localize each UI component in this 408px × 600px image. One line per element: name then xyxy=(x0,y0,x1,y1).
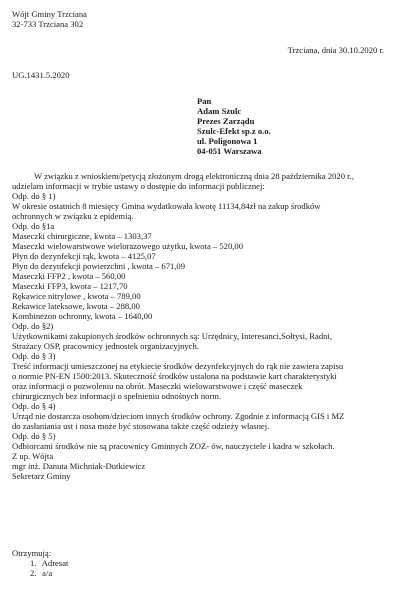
recipient-city: 04-051 Warszawa xyxy=(197,146,262,156)
distribution-items xyxy=(12,558,68,578)
body-line: udzielam informacji w trybie ustawy o dostępie do informacji publicznej: xyxy=(12,181,265,191)
body-line: Odp. do §2) xyxy=(12,321,54,331)
body-line: W okresie ostatnich 8 miesięcy Gmina wydatkowała kwotę 11134,84zł na zakup środków xyxy=(12,201,321,211)
body-line: Urząd nie dostarcza osobom/dzieciom innych środków ochrony. Zgodnie z informacją GIS i MZ xyxy=(12,411,345,421)
body-line: ochronnych w związku z epidemią. xyxy=(12,211,134,221)
body-line: Odbiorcami środków nie są pracownicy Gminnych ZOZ- ów, nauczyciele i kadra w szkołach. xyxy=(12,441,335,451)
list-item-text: Adresat xyxy=(41,558,69,568)
body-line: Rękawice nitrylowe , kwota – 789,00 xyxy=(12,291,141,301)
body-line: Odp. do §1a xyxy=(12,221,55,231)
body-line: Odp. do § 3) xyxy=(12,351,56,361)
signature-name: mgr inż. Danuta Michniak-Dutkiewicz xyxy=(12,461,146,471)
recipient-name: Adam Szulc xyxy=(197,106,242,116)
sender-block xyxy=(12,9,87,29)
recipient-company: Szulc-Efekt sp.z o.o. xyxy=(197,126,271,136)
body-line: Maseczki chirurgiczne, kwota – 1303,37 xyxy=(12,231,152,241)
body-line: Kombinezon ochronny, kwota – 1640,00 xyxy=(12,311,153,321)
body-line: Odp. do § 1) xyxy=(12,191,56,201)
distribution-list xyxy=(12,548,68,578)
sender-address: 32-733 Trzciana 302 xyxy=(12,19,84,29)
body-line: Użytkownikami zakupionych środków ochronnych są: Urzędnicy, Interesanci,Sołtysi, Radni, xyxy=(12,331,332,341)
body-line: oraz informacji o pozwoleniu na obrót. Maseczki wielowarstwowe i część maseczek xyxy=(12,381,303,391)
body-line: Maseczki FFP3, kwota – 1217,70 xyxy=(12,281,128,291)
reference-number: UG.1431.5.2020 xyxy=(12,70,70,80)
body-line: Strażacy OSP, pracownicy jednostek organizacyjnych. xyxy=(12,341,199,351)
body-line: do zasłaniania ust i nosa może być stosowana także część odzieży własnej. xyxy=(12,421,270,431)
list-item-number: 2. xyxy=(30,568,37,578)
list-item-number: 1. xyxy=(30,558,37,568)
recipient-title: Prezes Zarządu xyxy=(197,116,255,126)
list-item xyxy=(12,558,68,568)
body-line: chirurgicznych bez informacji o spełnieniu odnośnych norm. xyxy=(12,391,222,401)
body-line: Rekawice lateksowe, kwota – 288,00 xyxy=(12,301,140,311)
recipient-salutation: Pan xyxy=(197,96,212,106)
recipient-block xyxy=(197,96,271,156)
letter-body xyxy=(12,171,402,481)
recipient-street: ul. Poligonowa 1 xyxy=(197,136,258,146)
list-item xyxy=(12,568,68,578)
body-line: Płyn do dezynfekcji powierzchni , kwota – 671,09 xyxy=(12,261,186,271)
signature-line: Z up. Wójta xyxy=(12,451,54,461)
sender-name: Wójt Gminy Trzciana xyxy=(12,9,87,19)
list-item-text: a/a xyxy=(42,568,53,578)
body-line: Odp. do § 5) xyxy=(12,431,56,441)
distribution-heading: Otrzymują: xyxy=(12,548,52,558)
body-line: Maseczki wielowarstwowe wielorazowego użytku, kwota – 520,00 xyxy=(12,241,244,251)
body-line: Płyn do dezynfekcji rąk, kwota – 4125,07 xyxy=(12,251,156,261)
letter-date: Trzciana, dnia 30.10.2020 r. xyxy=(287,45,384,55)
body-line: o normie PN-EN 1500:2013. Skuteczność środków ustalona na podstawie kart charakterystyki xyxy=(12,371,337,381)
body-line: W związku z wnioskiem/petycją złożonym drogą elektroniczną dnia 28 października 2020 r., xyxy=(34,171,354,181)
body-line: Treść informacji umieszczonej na etykiecie środków dezynfekcyjnych do rąk nie zawiera zapisu xyxy=(12,361,344,371)
body-line: Odp. do § 4) xyxy=(12,401,56,411)
signature-title: Sekretarz Gminy xyxy=(12,471,71,481)
body-line: Maseczki FFP2 , kwota – 560,00 xyxy=(12,271,126,281)
